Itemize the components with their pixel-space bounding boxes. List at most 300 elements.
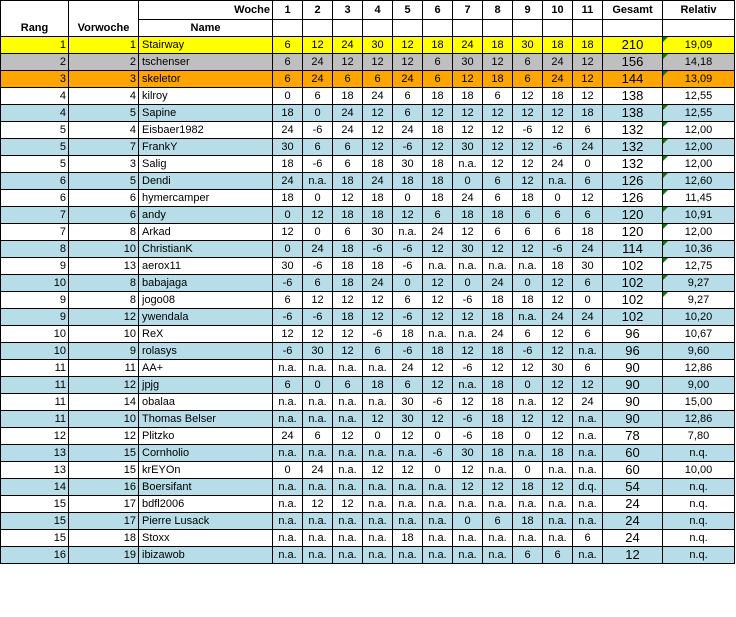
week-10-cell[interactable]: n.a.: [543, 173, 573, 190]
week-7-cell[interactable]: 12: [453, 224, 483, 241]
week-5-cell[interactable]: 6: [393, 88, 423, 105]
week-7-cell[interactable]: 24: [453, 37, 483, 54]
week-4-cell[interactable]: 18: [363, 207, 393, 224]
week-1-cell[interactable]: n.a.: [273, 496, 303, 513]
rang-cell[interactable]: 15: [1, 530, 69, 547]
week-1-cell[interactable]: n.a.: [273, 513, 303, 530]
week-2-cell[interactable]: 24: [303, 54, 333, 71]
week-10-cell[interactable]: 12: [543, 428, 573, 445]
week-1-cell[interactable]: n.a.: [273, 479, 303, 496]
vorwoche-cell[interactable]: 7: [69, 139, 139, 156]
week-3-cell[interactable]: 12: [333, 190, 363, 207]
week-7-cell[interactable]: 0: [453, 275, 483, 292]
week-2-cell[interactable]: 6: [303, 88, 333, 105]
week-11-cell[interactable]: n.a.: [573, 411, 603, 428]
relativ-cell[interactable]: 19,09: [663, 37, 735, 54]
week-10-cell[interactable]: 18: [543, 445, 573, 462]
week-10-cell[interactable]: -6: [543, 241, 573, 258]
week-5-cell[interactable]: 12: [393, 54, 423, 71]
week-9-cell[interactable]: n.a.: [513, 394, 543, 411]
rang-cell[interactable]: 9: [1, 292, 69, 309]
gesamt-cell[interactable]: 126: [603, 173, 663, 190]
week-7-cell[interactable]: n.a.: [453, 377, 483, 394]
week-8-cell[interactable]: n.a.: [483, 496, 513, 513]
relativ-cell[interactable]: 9,60: [663, 343, 735, 360]
week-4-cell[interactable]: n.a.: [363, 394, 393, 411]
week-8-cell[interactable]: 18: [483, 343, 513, 360]
name-cell[interactable]: rolasys: [139, 343, 273, 360]
vorwoche-cell[interactable]: 16: [69, 479, 139, 496]
week-8-cell[interactable]: 12: [483, 105, 513, 122]
rang-cell[interactable]: 6: [1, 190, 69, 207]
vorwoche-cell[interactable]: 5: [69, 173, 139, 190]
week-11-cell[interactable]: 0: [573, 156, 603, 173]
week-11-cell[interactable]: 12: [573, 54, 603, 71]
week-2-cell[interactable]: 6: [303, 139, 333, 156]
name-cell[interactable]: tschenser: [139, 54, 273, 71]
week-9-cell[interactable]: 6: [513, 54, 543, 71]
week-10-cell[interactable]: 30: [543, 360, 573, 377]
gesamt-cell[interactable]: 132: [603, 156, 663, 173]
week-1-cell[interactable]: 30: [273, 139, 303, 156]
week-6-cell[interactable]: -6: [423, 445, 453, 462]
week-8-cell[interactable]: 24: [483, 326, 513, 343]
relativ-cell[interactable]: 12,55: [663, 105, 735, 122]
week-2-cell[interactable]: n.a.: [303, 173, 333, 190]
relativ-cell[interactable]: 9,00: [663, 377, 735, 394]
week-5-cell[interactable]: 24: [393, 360, 423, 377]
week-6-cell[interactable]: 18: [423, 37, 453, 54]
week-8-cell[interactable]: n.a.: [483, 462, 513, 479]
gesamt-cell[interactable]: 138: [603, 105, 663, 122]
rang-cell[interactable]: 10: [1, 275, 69, 292]
week-10-cell[interactable]: 12: [543, 275, 573, 292]
relativ-cell[interactable]: 9,27: [663, 292, 735, 309]
gesamt-cell[interactable]: 24: [603, 496, 663, 513]
week-8-cell[interactable]: n.a.: [483, 530, 513, 547]
week-1-cell[interactable]: 0: [273, 207, 303, 224]
name-cell[interactable]: Salig: [139, 156, 273, 173]
week-7-cell[interactable]: 12: [453, 309, 483, 326]
vorwoche-cell[interactable]: 10: [69, 326, 139, 343]
week-2-cell[interactable]: 0: [303, 377, 333, 394]
week-4-cell[interactable]: n.a.: [363, 547, 393, 564]
week-5-cell[interactable]: -6: [393, 139, 423, 156]
rang-cell[interactable]: 11: [1, 411, 69, 428]
rang-cell[interactable]: 8: [1, 241, 69, 258]
week-6-cell[interactable]: 24: [423, 224, 453, 241]
rang-cell[interactable]: 11: [1, 377, 69, 394]
week-9-cell[interactable]: 6: [513, 224, 543, 241]
name-cell[interactable]: Dendi: [139, 173, 273, 190]
week-4-cell[interactable]: 12: [363, 309, 393, 326]
name-cell[interactable]: skeletor: [139, 71, 273, 88]
week-9-cell[interactable]: -6: [513, 122, 543, 139]
gesamt-cell[interactable]: 138: [603, 88, 663, 105]
week-11-cell[interactable]: n.a.: [573, 547, 603, 564]
week-2-cell[interactable]: 12: [303, 326, 333, 343]
week-11-cell[interactable]: 24: [573, 139, 603, 156]
name-cell[interactable]: Stairway: [139, 37, 273, 54]
week-11-cell[interactable]: n.a.: [573, 513, 603, 530]
relativ-cell[interactable]: n.q.: [663, 445, 735, 462]
week-11-cell[interactable]: 6: [573, 207, 603, 224]
week-8-cell[interactable]: 18: [483, 71, 513, 88]
vorwoche-cell[interactable]: 17: [69, 496, 139, 513]
relativ-cell[interactable]: 15,00: [663, 394, 735, 411]
week-4-cell[interactable]: n.a.: [363, 479, 393, 496]
rang-cell[interactable]: 7: [1, 207, 69, 224]
week-2-cell[interactable]: n.a.: [303, 479, 333, 496]
week-2-cell[interactable]: 24: [303, 71, 333, 88]
name-cell[interactable]: Thomas Belser: [139, 411, 273, 428]
week-1-cell[interactable]: -6: [273, 343, 303, 360]
week-10-cell[interactable]: n.a.: [543, 462, 573, 479]
week-3-cell[interactable]: 6: [333, 139, 363, 156]
week-8-cell[interactable]: 6: [483, 224, 513, 241]
gesamt-cell[interactable]: 120: [603, 207, 663, 224]
week-11-cell[interactable]: d.q.: [573, 479, 603, 496]
rang-cell[interactable]: 9: [1, 309, 69, 326]
week-4-cell[interactable]: 30: [363, 224, 393, 241]
week-2-cell[interactable]: 12: [303, 292, 333, 309]
week-2-cell[interactable]: n.a.: [303, 530, 333, 547]
week-4-cell[interactable]: 18: [363, 156, 393, 173]
week-9-cell[interactable]: 12: [513, 360, 543, 377]
week-7-cell[interactable]: 18: [453, 207, 483, 224]
week-6-cell[interactable]: 18: [423, 156, 453, 173]
rang-cell[interactable]: 10: [1, 343, 69, 360]
week-2-cell[interactable]: 24: [303, 241, 333, 258]
relativ-cell[interactable]: 12,86: [663, 360, 735, 377]
week-5-cell[interactable]: 12: [393, 207, 423, 224]
gesamt-cell[interactable]: 132: [603, 139, 663, 156]
gesamt-cell[interactable]: 102: [603, 309, 663, 326]
name-cell[interactable]: AA+: [139, 360, 273, 377]
rang-cell[interactable]: 2: [1, 54, 69, 71]
vorwoche-cell[interactable]: 9: [69, 343, 139, 360]
week-9-cell[interactable]: n.a.: [513, 258, 543, 275]
week-6-cell[interactable]: -6: [423, 394, 453, 411]
week-9-cell[interactable]: 12: [513, 411, 543, 428]
week-2-cell[interactable]: 0: [303, 105, 333, 122]
week-3-cell[interactable]: 18: [333, 258, 363, 275]
vorwoche-cell[interactable]: 15: [69, 462, 139, 479]
week-8-cell[interactable]: 12: [483, 479, 513, 496]
week-8-cell[interactable]: n.a.: [483, 547, 513, 564]
week-5-cell[interactable]: n.a.: [393, 445, 423, 462]
week-1-cell[interactable]: 30: [273, 258, 303, 275]
week-1-cell[interactable]: n.a.: [273, 411, 303, 428]
week-3-cell[interactable]: n.a.: [333, 547, 363, 564]
week-4-cell[interactable]: 18: [363, 377, 393, 394]
week-9-cell[interactable]: 12: [513, 156, 543, 173]
vorwoche-cell[interactable]: 2: [69, 54, 139, 71]
rang-cell[interactable]: 15: [1, 496, 69, 513]
week-5-cell[interactable]: 30: [393, 411, 423, 428]
week-9-cell[interactable]: 0: [513, 428, 543, 445]
week-6-cell[interactable]: 6: [423, 207, 453, 224]
week-2-cell[interactable]: 0: [303, 224, 333, 241]
week-5-cell[interactable]: 6: [393, 377, 423, 394]
week-6-cell[interactable]: 18: [423, 190, 453, 207]
week-1-cell[interactable]: -6: [273, 275, 303, 292]
week-8-cell[interactable]: 12: [483, 156, 513, 173]
rang-cell[interactable]: 12: [1, 428, 69, 445]
week-10-cell[interactable]: 12: [543, 377, 573, 394]
week-8-cell[interactable]: 18: [483, 411, 513, 428]
vorwoche-cell[interactable]: 17: [69, 513, 139, 530]
week-9-cell[interactable]: n.a.: [513, 309, 543, 326]
week-11-cell[interactable]: 24: [573, 309, 603, 326]
gesamt-cell[interactable]: 24: [603, 513, 663, 530]
gesamt-cell[interactable]: 102: [603, 292, 663, 309]
week-5-cell[interactable]: n.a.: [393, 479, 423, 496]
week-9-cell[interactable]: 12: [513, 105, 543, 122]
week-10-cell[interactable]: n.a.: [543, 496, 573, 513]
week-6-cell[interactable]: 12: [423, 309, 453, 326]
week-6-cell[interactable]: 18: [423, 343, 453, 360]
week-3-cell[interactable]: 18: [333, 88, 363, 105]
week-6-cell[interactable]: 18: [423, 88, 453, 105]
week-5-cell[interactable]: -6: [393, 241, 423, 258]
week-7-cell[interactable]: n.a.: [453, 326, 483, 343]
vorwoche-cell[interactable]: 1: [69, 37, 139, 54]
week-1-cell[interactable]: -6: [273, 309, 303, 326]
week-9-cell[interactable]: 18: [513, 292, 543, 309]
week-2-cell[interactable]: 6: [303, 275, 333, 292]
relativ-cell[interactable]: 13,09: [663, 71, 735, 88]
week-11-cell[interactable]: 18: [573, 224, 603, 241]
relativ-cell[interactable]: 7,80: [663, 428, 735, 445]
week-11-cell[interactable]: 6: [573, 360, 603, 377]
week-3-cell[interactable]: 12: [333, 54, 363, 71]
week-6-cell[interactable]: 18: [423, 173, 453, 190]
rang-cell[interactable]: 5: [1, 122, 69, 139]
name-cell[interactable]: FrankY: [139, 139, 273, 156]
week-5-cell[interactable]: 12: [393, 37, 423, 54]
week-1-cell[interactable]: 0: [273, 241, 303, 258]
week-4-cell[interactable]: 6: [363, 343, 393, 360]
rang-cell[interactable]: 15: [1, 513, 69, 530]
vorwoche-cell[interactable]: 18: [69, 530, 139, 547]
week-2-cell[interactable]: n.a.: [303, 547, 333, 564]
relativ-cell[interactable]: n.q.: [663, 513, 735, 530]
week-3-cell[interactable]: 24: [333, 37, 363, 54]
gesamt-cell[interactable]: 90: [603, 377, 663, 394]
week-7-cell[interactable]: 12: [453, 122, 483, 139]
week-10-cell[interactable]: 12: [543, 292, 573, 309]
relativ-cell[interactable]: 10,91: [663, 207, 735, 224]
week-3-cell[interactable]: n.a.: [333, 479, 363, 496]
week-4-cell[interactable]: 12: [363, 105, 393, 122]
week-9-cell[interactable]: n.a.: [513, 530, 543, 547]
week-7-cell[interactable]: 12: [453, 343, 483, 360]
week-11-cell[interactable]: 6: [573, 275, 603, 292]
name-cell[interactable]: Sapine: [139, 105, 273, 122]
week-1-cell[interactable]: 12: [273, 224, 303, 241]
week-2-cell[interactable]: 30: [303, 343, 333, 360]
name-cell[interactable]: andy: [139, 207, 273, 224]
name-cell[interactable]: kilroy: [139, 88, 273, 105]
week-3-cell[interactable]: 24: [333, 122, 363, 139]
week-1-cell[interactable]: 6: [273, 37, 303, 54]
week-5-cell[interactable]: 12: [393, 428, 423, 445]
week-2-cell[interactable]: 6: [303, 428, 333, 445]
week-10-cell[interactable]: 6: [543, 207, 573, 224]
vorwoche-cell[interactable]: 3: [69, 156, 139, 173]
rang-cell[interactable]: 6: [1, 173, 69, 190]
week-11-cell[interactable]: n.a.: [573, 428, 603, 445]
name-cell[interactable]: ChristianK: [139, 241, 273, 258]
week-8-cell[interactable]: 12: [483, 54, 513, 71]
week-10-cell[interactable]: 18: [543, 258, 573, 275]
week-2-cell[interactable]: -6: [303, 309, 333, 326]
week-8-cell[interactable]: 18: [483, 207, 513, 224]
week-11-cell[interactable]: 18: [573, 37, 603, 54]
week-7-cell[interactable]: n.a.: [453, 530, 483, 547]
week-10-cell[interactable]: 6: [543, 547, 573, 564]
week-8-cell[interactable]: 12: [483, 241, 513, 258]
week-7-cell[interactable]: 30: [453, 241, 483, 258]
week-4-cell[interactable]: 6: [363, 71, 393, 88]
relativ-cell[interactable]: n.q.: [663, 496, 735, 513]
week-1-cell[interactable]: n.a.: [273, 547, 303, 564]
week-10-cell[interactable]: 12: [543, 326, 573, 343]
gesamt-cell[interactable]: 126: [603, 190, 663, 207]
week-11-cell[interactable]: 6: [573, 173, 603, 190]
week-6-cell[interactable]: n.a.: [423, 496, 453, 513]
week-2-cell[interactable]: 24: [303, 462, 333, 479]
rang-cell[interactable]: 13: [1, 462, 69, 479]
name-cell[interactable]: jpjg: [139, 377, 273, 394]
week-6-cell[interactable]: 18: [423, 122, 453, 139]
week-4-cell[interactable]: 24: [363, 173, 393, 190]
week-4-cell[interactable]: n.a.: [363, 496, 393, 513]
vorwoche-cell[interactable]: 6: [69, 207, 139, 224]
name-cell[interactable]: hymercamper: [139, 190, 273, 207]
week-6-cell[interactable]: n.a.: [423, 326, 453, 343]
week-2-cell[interactable]: n.a.: [303, 394, 333, 411]
gesamt-cell[interactable]: 132: [603, 122, 663, 139]
relativ-cell[interactable]: 12,00: [663, 122, 735, 139]
week-7-cell[interactable]: 12: [453, 462, 483, 479]
vorwoche-cell[interactable]: 10: [69, 241, 139, 258]
week-11-cell[interactable]: 6: [573, 326, 603, 343]
week-10-cell[interactable]: 24: [543, 309, 573, 326]
relativ-cell[interactable]: 10,67: [663, 326, 735, 343]
gesamt-cell[interactable]: 114: [603, 241, 663, 258]
week-3-cell[interactable]: 18: [333, 241, 363, 258]
vorwoche-cell[interactable]: 10: [69, 411, 139, 428]
week-11-cell[interactable]: 0: [573, 292, 603, 309]
rang-cell[interactable]: 10: [1, 326, 69, 343]
week-4-cell[interactable]: n.a.: [363, 513, 393, 530]
vorwoche-cell[interactable]: 4: [69, 122, 139, 139]
week-1-cell[interactable]: 12: [273, 326, 303, 343]
relativ-cell[interactable]: 12,86: [663, 411, 735, 428]
week-3-cell[interactable]: 18: [333, 207, 363, 224]
week-3-cell[interactable]: 12: [333, 428, 363, 445]
week-4-cell[interactable]: 18: [363, 258, 393, 275]
vorwoche-cell[interactable]: 4: [69, 88, 139, 105]
gesamt-cell[interactable]: 120: [603, 224, 663, 241]
gesamt-cell[interactable]: 78: [603, 428, 663, 445]
vorwoche-cell[interactable]: 8: [69, 292, 139, 309]
week-9-cell[interactable]: 18: [513, 479, 543, 496]
week-4-cell[interactable]: 12: [363, 122, 393, 139]
week-10-cell[interactable]: 12: [543, 343, 573, 360]
vorwoche-cell[interactable]: 8: [69, 224, 139, 241]
week-8-cell[interactable]: 18: [483, 377, 513, 394]
week-10-cell[interactable]: 24: [543, 54, 573, 71]
week-8-cell[interactable]: 6: [483, 190, 513, 207]
week-9-cell[interactable]: 12: [513, 88, 543, 105]
week-10-cell[interactable]: 12: [543, 394, 573, 411]
week-5-cell[interactable]: 30: [393, 394, 423, 411]
week-7-cell[interactable]: 12: [453, 105, 483, 122]
week-9-cell[interactable]: 18: [513, 513, 543, 530]
week-6-cell[interactable]: 6: [423, 71, 453, 88]
week-11-cell[interactable]: n.a.: [573, 445, 603, 462]
week-4-cell[interactable]: 0: [363, 428, 393, 445]
relativ-cell[interactable]: 12,00: [663, 224, 735, 241]
gesamt-cell[interactable]: 12: [603, 547, 663, 564]
week-8-cell[interactable]: 6: [483, 88, 513, 105]
week-3-cell[interactable]: 6: [333, 156, 363, 173]
week-10-cell[interactable]: 0: [543, 190, 573, 207]
week-8-cell[interactable]: 18: [483, 445, 513, 462]
name-cell[interactable]: Eisbaer1982: [139, 122, 273, 139]
week-10-cell[interactable]: 12: [543, 479, 573, 496]
week-2-cell[interactable]: n.a.: [303, 513, 333, 530]
week-11-cell[interactable]: 12: [573, 88, 603, 105]
week-10-cell[interactable]: 12: [543, 122, 573, 139]
week-11-cell[interactable]: 30: [573, 258, 603, 275]
week-10-cell[interactable]: 6: [543, 224, 573, 241]
week-11-cell[interactable]: 6: [573, 122, 603, 139]
week-1-cell[interactable]: n.a.: [273, 445, 303, 462]
week-8-cell[interactable]: 6: [483, 513, 513, 530]
week-6-cell[interactable]: 12: [423, 411, 453, 428]
week-4-cell[interactable]: 12: [363, 462, 393, 479]
week-1-cell[interactable]: n.a.: [273, 360, 303, 377]
week-3-cell[interactable]: n.a.: [333, 530, 363, 547]
week-9-cell[interactable]: 6: [513, 547, 543, 564]
relativ-cell[interactable]: n.q.: [663, 547, 735, 564]
relativ-cell[interactable]: 9,27: [663, 275, 735, 292]
week-4-cell[interactable]: 24: [363, 275, 393, 292]
week-5-cell[interactable]: 24: [393, 122, 423, 139]
week-9-cell[interactable]: 0: [513, 462, 543, 479]
gesamt-cell[interactable]: 210: [603, 37, 663, 54]
relativ-cell[interactable]: 10,20: [663, 309, 735, 326]
week-2-cell[interactable]: -6: [303, 258, 333, 275]
week-3-cell[interactable]: 6: [333, 377, 363, 394]
week-5-cell[interactable]: 0: [393, 275, 423, 292]
week-7-cell[interactable]: n.a.: [453, 156, 483, 173]
week-5-cell[interactable]: 12: [393, 462, 423, 479]
week-8-cell[interactable]: n.a.: [483, 258, 513, 275]
week-6-cell[interactable]: 12: [423, 139, 453, 156]
week-3-cell[interactable]: 12: [333, 326, 363, 343]
week-8-cell[interactable]: 18: [483, 37, 513, 54]
week-2-cell[interactable]: 12: [303, 496, 333, 513]
week-10-cell[interactable]: 18: [543, 88, 573, 105]
week-2-cell[interactable]: -6: [303, 156, 333, 173]
week-5-cell[interactable]: 6: [393, 292, 423, 309]
week-1-cell[interactable]: n.a.: [273, 394, 303, 411]
